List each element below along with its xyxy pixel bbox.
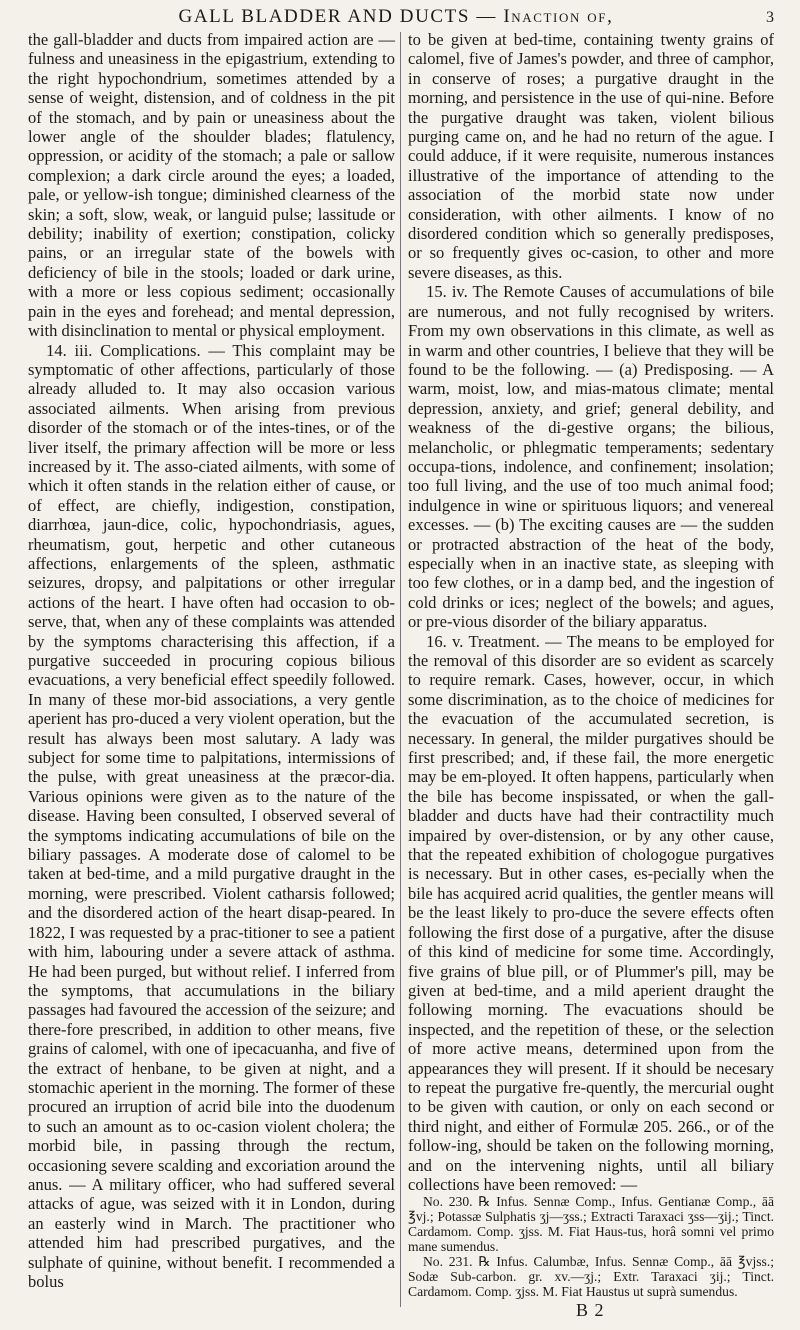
running-title: GALL BLADDER AND DUCTS — Inaction of, [178,6,614,27]
right-column [408,30,774,1299]
paragraph: the gall-bladder and ducts from impaired action are — fulness and uneasiness in the epigastrium, extending to the right hypochondrium, sometimes attended by a sense of weight, distension, and of coldness in the pit of the stomach, and by pain or uneasiness about the lower angle of the shoulder blades; flatulency, oppression, or acidity of the stomach; a pale or sallow complexion; a dark circle around the eyes; a loaded, pale, or yellow-ish tongue; diminished clearness of the skin; a soft, slow, weak, or languid pulse; lassitude or debility; inability of exertion; constipation, colicky pains, or an irregular state of the bowels with deficiency of bile in the stools; loaded or dark urine, with a more or less copious sediment; occasionally pain in the eyes and forehead; and mental depression, with disinclination to mental or physical employment. [28,30,395,341]
running-header [26,6,774,32]
paragraph-complications: 14. iii. Complications. — This complaint may be symptomatic of other affections, particularly of those already alluded to. It may also occasion various associated ailments. When arising from previous disorder of the stomach or of the intes-tines, or of the liver itself, the primary affection will be more or less increased by it. The asso-ciated ailments, with some of which it often stands in the relation either of cause, or of effect, are chiefly, indigestion, constipation, diarrhœa, jaun-dice, colic, hypochondriasis, agues, rheumatism, gout, herpetic and other cutaneous affections, enlargements of the spleen, asthmatic seizures, dropsy, and palpitations or other irregular actions of the heart. I have often had occasion to ob-serve, that, when any of these complaints was attended by the symptoms characterising this affection, if a purgative succeeded in procuring copious bilious evacuations, a very beneficial effect speedily followed. In many of these mor-bid associations, a very gentle aperient has pro-duced a very violent operation, but the result has always been most salutary. A lady was subject for some time to palpitations, intermissions of the pulse, with great uneasiness at the præcor-dia. Various opinions were given as to the nature of the disease. Having been consulted, I observed several of the symptoms indicating accumulations of bile on the biliary passages. A moderate dose of calomel to be taken at bed-time, and a mild purgative draught in the morning, were prescribed. Violent catharsis followed; and the disordered action of the heart disap-peared. In 1822, I was requested by a prac-titioner to see a patient with him, labouring under a severe attack of asthma. He had been purged, but without relief. I inferred from the symptoms, that accumulations in the biliary passages had favoured the accession of the seizure; and there-fore prescribed, in addition to other means, five grains of calomel, with one of ipecacuanha, and five of the extract of henbane, to be given at night, and a stomachic aperient in the morning. The former of these procured an irruption of acrid bile into the duodenum to such an amount as to oc-casion violent cholera; the morbid bile, in passing through the rectum, occasioning severe scalding and excoriation around the anus. — A military officer, who had suffered several attacks of ague, was seized with it in London, during an easterly wind in March. The practitioner who attended him had prescribed purgatives, and the sulphate of quinine, without benefit. I recommended a bolus [28,340,395,1291]
paragraph-remote-causes: 15. iv. The Remote Causes of accumulations of bile are numerous, and not fully recognised by writers. From my own observations in this climate, as well as in warm and other countries, I believe that they will be found to be the following. — (a) Predisposing. — A warm, moist, low, and mias-matous climate; mental depression, anxiety, and grief; general debility, and weakness of the di-gestive organs; the bilious, melancholic, or phlegmatic temperaments; sedentary occupa-tions, indolence, and confinement; insolation; too full living, and the use of too much animal food; indulgence in wine or spirituous liquors; and venereal excesses. — (b) The exciting causes are — the sudden or protracted abstraction of the heat of the body, especially when in an inactive state, as sleeping with too few clothes, or in a damp bed, and the ingestion of cold drinks or ices; neglect of the bowels; and agues, or pre-vious disorder of the biliary apparatus. [408,282,774,632]
left-column [28,30,395,1291]
paragraph-treatment: 16. v. Treatment. — The means to be employed for the removal of this disorder are so evident as scarcely to require remark. Cases, however, occur, in which some discrimination, as to the choice of medicines for the evacuation of the accumulated secretion, is necessary. In general, the milder purgatives should be first prescribed; and, if these fail, the more energetic may be em-ployed. It often happens, particularly when the bile has become inspissated, or when the gall-bladder and ducts have had their contractility much impaired by over-distension, or by any other cause, that the repeated exhibition of chologogue purgatives is necessary. But in other cases, es-pecially when the bile has acquired acrid qualities, the gentler means will be the least likely to pro-duce the severe effects often following the first dose of a purgative, after the disuse of this kind of medicine for some time. Accordingly, five grains of blue pill, or of Plummer's pill, may be given at bed-time, and a mild aperient draught the following morning. The evacuations should be inspected, and the repetition of these, or the selection of more active means, determined upon from the appearances they will present. If it should be necesary to repeat the purgative fre-quently, the mercurial ought to be given with caution, or only on each second or third night, and either of Formulæ 205. 266., or of the follow-ing, should be taken on the following morning, and on the intervening nights, until all biliary collections have been removed: — [408,631,774,1194]
page-number: 3 [766,9,774,26]
formula-230: No. 230. ℞ Infus. Sennæ Comp., Infus. Gentianæ Comp., āā ℥vj.; Potassæ Sulphatis ʒj—ʒss.; Extracti Taraxaci ʒss—ʒij.; Tinct. Cardamom. Comp. ʒjss. M. Fiat Haus-tus, horâ somni vel primo mane sumendus. [408,1194,774,1255]
formula-231: No. 231. ℞ Infus. Calumbæ, Infus. Sennæ Comp., āā ℥vjss.; Sodæ Sub-carbon. gr. xv.—ʒj.; Extr. Taraxaci ʒij.; Tinct. Cardamom. Comp. ʒjss. M. Fiat Haustus ut suprà sumendus. [408,1254,774,1300]
signature-mark: B 2 [576,1300,605,1320]
column-divider [400,32,401,1307]
paragraph: to be given at bed-time, containing twenty grains of calomel, five of James's powder, and three of camphor, in conserve of roses; a purgative draught in the morning, and persistence in the use of qui-nine. Before the purgative draught was taken, violent bilious purging came on, and he had no return of the ague. I could adduce, if it were requisite, numerous instances illustrative of the importance of attending to the association of the morbid state now under consideration, with other ailments. I know of no disordered condition which so generally predisposes, or so frequently gives oc-casion, to other and more severe diseases, as this. [408,30,774,282]
